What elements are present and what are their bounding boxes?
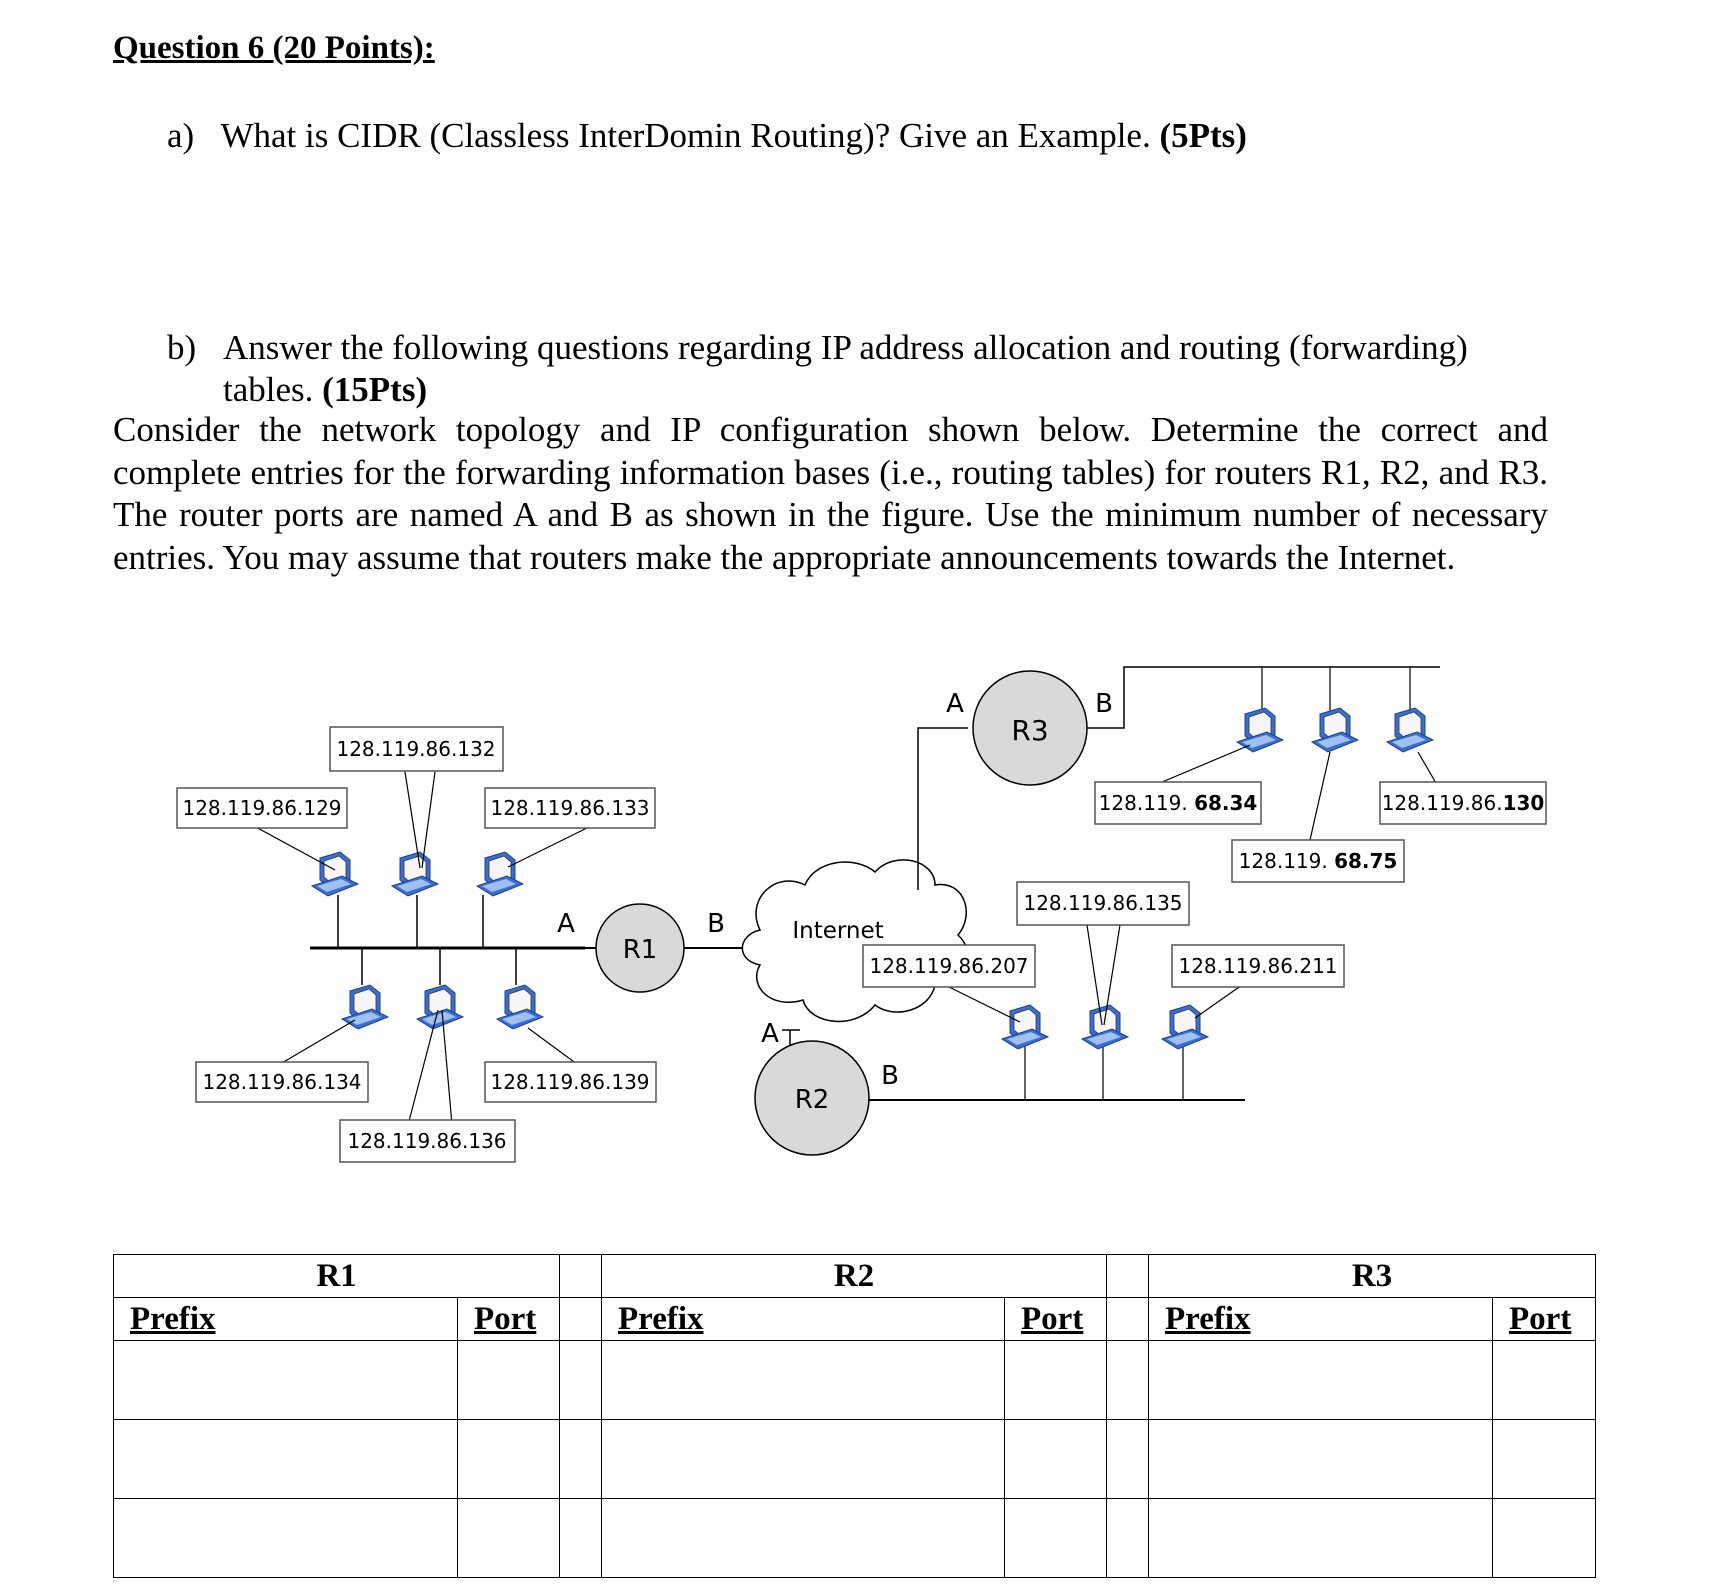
computer-icon xyxy=(312,852,358,896)
router-header-row xyxy=(114,1255,1596,1298)
computer-icon xyxy=(1387,708,1433,752)
computer-icon xyxy=(497,985,543,1029)
r1-header xyxy=(114,1255,560,1298)
computer-icon xyxy=(342,985,388,1029)
r1-label: R1 xyxy=(622,935,658,965)
ip-label-68-34-prefix: 128.119. xyxy=(1098,791,1195,815)
r3-port-b: B xyxy=(1095,689,1113,719)
ip-label-130-host: 130 xyxy=(1502,791,1545,815)
r1-prefix-cell[interactable] xyxy=(114,1341,458,1420)
ip-label-139: 128.119.86.139 xyxy=(490,1070,650,1094)
part-b-line1: Answer the following questions regarding IP address allocation and routing (forwarding) xyxy=(223,328,1468,367)
r2-port-cell[interactable] xyxy=(1005,1420,1107,1499)
r1-port-a: A xyxy=(557,909,575,939)
r2-label: R2 xyxy=(794,1085,830,1115)
r3-port-cell[interactable] xyxy=(1493,1499,1596,1578)
ip-label-130-prefix: 128.119.86. xyxy=(1381,791,1503,815)
part-a-text: What is CIDR (Classless InterDomin Routing)? Give an Example. xyxy=(220,116,1151,155)
computer-icon xyxy=(477,852,523,896)
r1-prefix-cell[interactable] xyxy=(114,1499,458,1578)
r1-prefix-cell[interactable] xyxy=(114,1420,458,1499)
r2-prefix-cell[interactable] xyxy=(602,1341,1005,1420)
r2-port-cell[interactable] xyxy=(1005,1499,1107,1578)
computer-icon xyxy=(392,852,438,896)
r3-port-a: A xyxy=(946,689,964,719)
table-row xyxy=(114,1499,1596,1578)
ip-label-130 xyxy=(1382,791,1545,815)
part-a-points: (5Pts) xyxy=(1159,116,1247,155)
table-row xyxy=(114,1420,1596,1499)
r1-port-cell[interactable] xyxy=(458,1341,560,1420)
part-b-points: (15Pts) xyxy=(322,370,428,409)
lan-left xyxy=(310,895,585,985)
r2-prefix-header: Prefix xyxy=(618,1300,704,1337)
ip-label-211: 128.119.86.211 xyxy=(1178,954,1338,978)
r1-port-header: Port xyxy=(474,1300,537,1337)
computer-icon xyxy=(1312,708,1358,752)
r2-port-header: Port xyxy=(1021,1300,1084,1337)
r1-port-cell[interactable] xyxy=(458,1420,560,1499)
r3-port-cell[interactable] xyxy=(1493,1341,1596,1420)
part-b-line2: tables. xyxy=(223,370,314,409)
r2-port-a: A xyxy=(761,1019,779,1049)
r1-port-cell[interactable] xyxy=(458,1499,560,1578)
ip-label-136: 128.119.86.136 xyxy=(347,1129,507,1153)
ip-label-68-75-prefix: 128.119. xyxy=(1238,849,1335,873)
r1-header-text: R1 xyxy=(316,1257,357,1294)
r2-header xyxy=(602,1255,1107,1298)
routing-tables xyxy=(113,1254,1596,1578)
part-b-label: b) xyxy=(167,328,197,367)
r2-prefix-cell[interactable] xyxy=(602,1499,1005,1578)
r3-label: R3 xyxy=(1011,714,1049,747)
table-row xyxy=(114,1341,1596,1420)
internet-label: Internet xyxy=(792,918,884,944)
r3-header xyxy=(1149,1255,1596,1298)
r2-prefix-cell[interactable] xyxy=(602,1420,1005,1499)
r2-port-b: B xyxy=(881,1061,899,1091)
r3-header-text: R3 xyxy=(1351,1257,1393,1294)
computer-icon xyxy=(1237,708,1283,752)
ip-label-68-34-host: 68.34 xyxy=(1194,791,1258,815)
question-title: Question 6 (20 Points): xyxy=(113,30,435,66)
computer-icon xyxy=(1082,1005,1128,1049)
r3-port-cell[interactable] xyxy=(1493,1420,1596,1499)
computer-icon xyxy=(417,985,463,1029)
r1-prefix-header: Prefix xyxy=(130,1300,216,1337)
ip-label-133: 128.119.86.133 xyxy=(490,796,650,820)
ip-label-134: 128.119.86.134 xyxy=(202,1070,362,1094)
ip-label-68-75 xyxy=(1239,849,1398,873)
r3-prefix-cell[interactable] xyxy=(1149,1499,1493,1578)
column-header-row xyxy=(114,1298,1596,1341)
r2-header-text: R2 xyxy=(833,1257,875,1294)
ip-label-135: 128.119.86.135 xyxy=(1023,891,1183,915)
r2-port-cell[interactable] xyxy=(1005,1341,1107,1420)
r3-prefix-cell[interactable] xyxy=(1149,1420,1493,1499)
ip-label-132: 128.119.86.132 xyxy=(336,737,496,761)
ip-label-68-34 xyxy=(1099,791,1258,815)
part-a-label: a) xyxy=(167,116,195,155)
r3-prefix-header: Prefix xyxy=(1165,1300,1251,1337)
ip-label-129: 128.119.86.129 xyxy=(182,796,342,820)
part-b-paragraph: Consider the network topology and IP configuration shown below. Determine the correct and complete entries for the forwarding information bases (i.e., routing tables) for routers R1, R2, and R3. The router ports are named A and B as shown in the figure. Use the minimum number of necessary entries. You may assume that routers make the appropriate announcements towards the Internet. xyxy=(113,410,1548,577)
computer-icon xyxy=(1002,1005,1048,1049)
ip-label-68-75-host: 68.75 xyxy=(1334,849,1398,873)
ip-label-207: 128.119.86.207 xyxy=(869,954,1029,978)
computer-icon xyxy=(1162,1005,1208,1049)
r3-prefix-cell[interactable] xyxy=(1149,1341,1493,1420)
r1-port-b: B xyxy=(707,909,725,939)
r3-port-header: Port xyxy=(1509,1300,1572,1337)
